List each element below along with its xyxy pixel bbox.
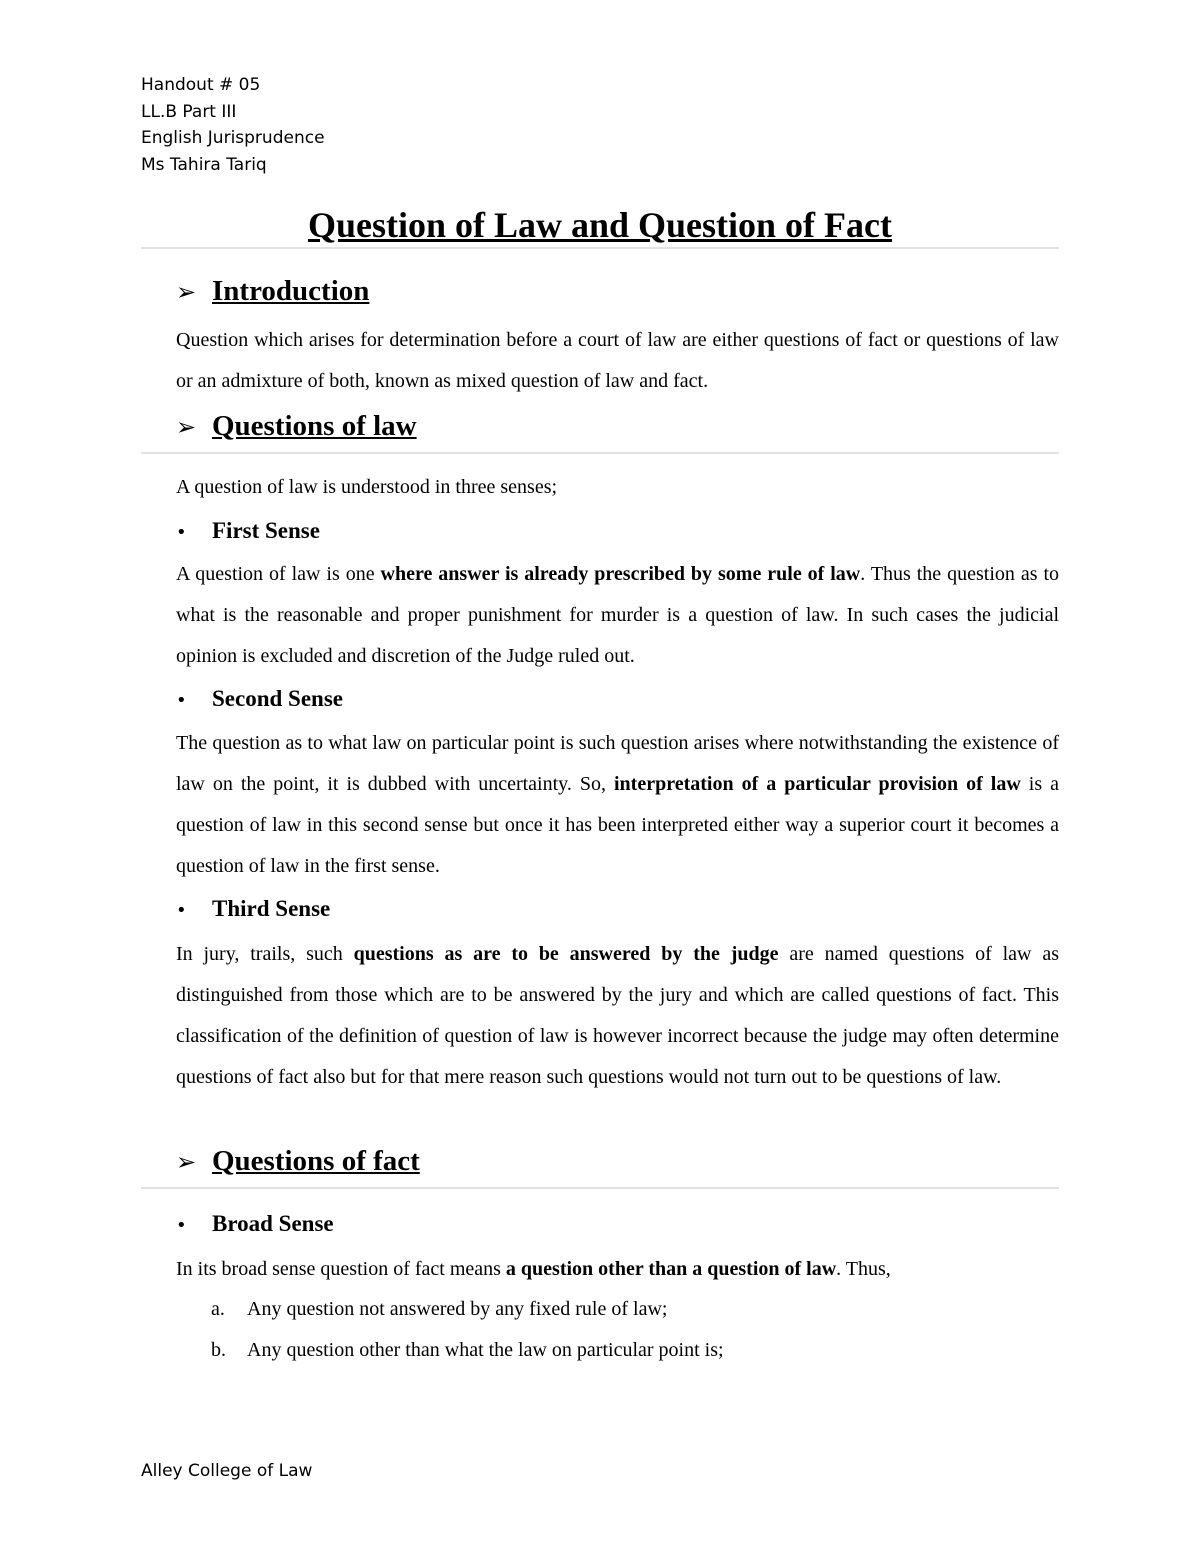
text-run: is a question of law in this second sense but once it has been interpreted either way a superior court it becomes a question of law in the first sense. bbox=[176, 773, 1059, 877]
third-sense-paragraph bbox=[176, 934, 1059, 1098]
arrow-bullet-icon: ➢ bbox=[176, 1148, 197, 1176]
bold-text-run: interpretation of a particular provision of law bbox=[613, 773, 1021, 795]
bullet-dot-icon: • bbox=[176, 690, 187, 711]
text-run: . Thus the question as to what is the reasonable and proper punishment for murder is a question of law. In such cases the judicial opinion is excluded and discretion of the Judge ruled out. bbox=[176, 563, 1059, 667]
bullet-dot-icon: • bbox=[176, 522, 187, 543]
list-item-text: Any question other than what the law on particular point is; bbox=[247, 1339, 724, 1361]
bold-text-run: a question other than a question of law bbox=[505, 1258, 837, 1280]
list-item-text: Any question not answered by any fixed rule of law; bbox=[247, 1298, 668, 1320]
questions-of-law-intro: A question of law is understood in three senses; bbox=[176, 476, 558, 498]
sub-heading-label: Second Sense bbox=[212, 686, 343, 711]
subject-name: English Jurisprudence bbox=[141, 128, 325, 148]
text-run: A question of law is one bbox=[176, 563, 381, 585]
text-run: . Thus, bbox=[836, 1258, 891, 1280]
bold-text-run: questions as are to be answered by the judge bbox=[353, 943, 779, 965]
first-sense-paragraph bbox=[176, 554, 1059, 677]
text-run: In jury, trails, such bbox=[176, 943, 354, 965]
instructor-name: Ms Tahira Tariq bbox=[141, 154, 267, 175]
section-divider bbox=[141, 1187, 1059, 1189]
section-divider bbox=[141, 452, 1059, 454]
introduction-paragraph: Question which arises for determination before a court of law are either questions of fact or questions of law or an admixture of both, known as mixed question of law and fact. bbox=[176, 329, 1059, 392]
bullet-dot-icon: • bbox=[176, 1215, 187, 1236]
bullet-dot-icon: • bbox=[176, 900, 187, 921]
sub-heading-third-sense bbox=[176, 894, 330, 926]
page-footer: Alley College of Law bbox=[141, 1461, 313, 1481]
sub-heading-label: First Sense bbox=[212, 518, 320, 543]
text-run: The question as to what law on particular point is such question arises where notwithstanding the existence of law on the point, it is dubbed with uncertainty. So, bbox=[176, 732, 1059, 795]
arrow-bullet-icon: ➢ bbox=[176, 278, 197, 306]
sub-heading-broad-sense bbox=[176, 1209, 334, 1241]
section-heading-label: Introduction bbox=[212, 275, 370, 307]
title-divider bbox=[141, 247, 1059, 249]
second-sense-paragraph bbox=[176, 723, 1059, 887]
course-part: LL.B Part III bbox=[141, 101, 237, 122]
section-heading-questions-of-fact bbox=[176, 1143, 420, 1180]
text-run: are named questions of law as distinguished from those which are to be answered by the jury and which are called questions of fact. This classification of the definition of question of law is however incorrect because the judge may often determine questions of fact also but for that mere reason such questions would not turn out to be questions of law. bbox=[176, 943, 1059, 1088]
section-heading-label: Questions of law bbox=[212, 410, 417, 442]
list-marker: b. bbox=[211, 1339, 226, 1361]
document-title: Question of Law and Question of Fact bbox=[307, 205, 893, 245]
section-heading-introduction bbox=[176, 273, 369, 310]
text-run: In its broad sense question of fact means bbox=[176, 1258, 506, 1280]
bold-text-run: where answer is already prescribed by some rule of law bbox=[380, 563, 861, 585]
list-item bbox=[211, 1330, 724, 1371]
arrow-bullet-icon: ➢ bbox=[176, 413, 197, 441]
sub-heading-label: Third Sense bbox=[212, 896, 331, 921]
sub-heading-first-sense bbox=[176, 516, 320, 548]
broad-sense-paragraph bbox=[176, 1249, 1059, 1290]
sub-heading-label: Broad Sense bbox=[212, 1211, 334, 1236]
section-heading-questions-of-law bbox=[176, 408, 417, 445]
section-heading-label: Questions of fact bbox=[212, 1145, 420, 1177]
list-item bbox=[211, 1289, 667, 1330]
handout-header bbox=[141, 72, 325, 178]
list-marker: a. bbox=[211, 1298, 225, 1320]
sub-heading-second-sense bbox=[176, 684, 343, 716]
handout-number: Handout # 05 bbox=[141, 75, 261, 95]
